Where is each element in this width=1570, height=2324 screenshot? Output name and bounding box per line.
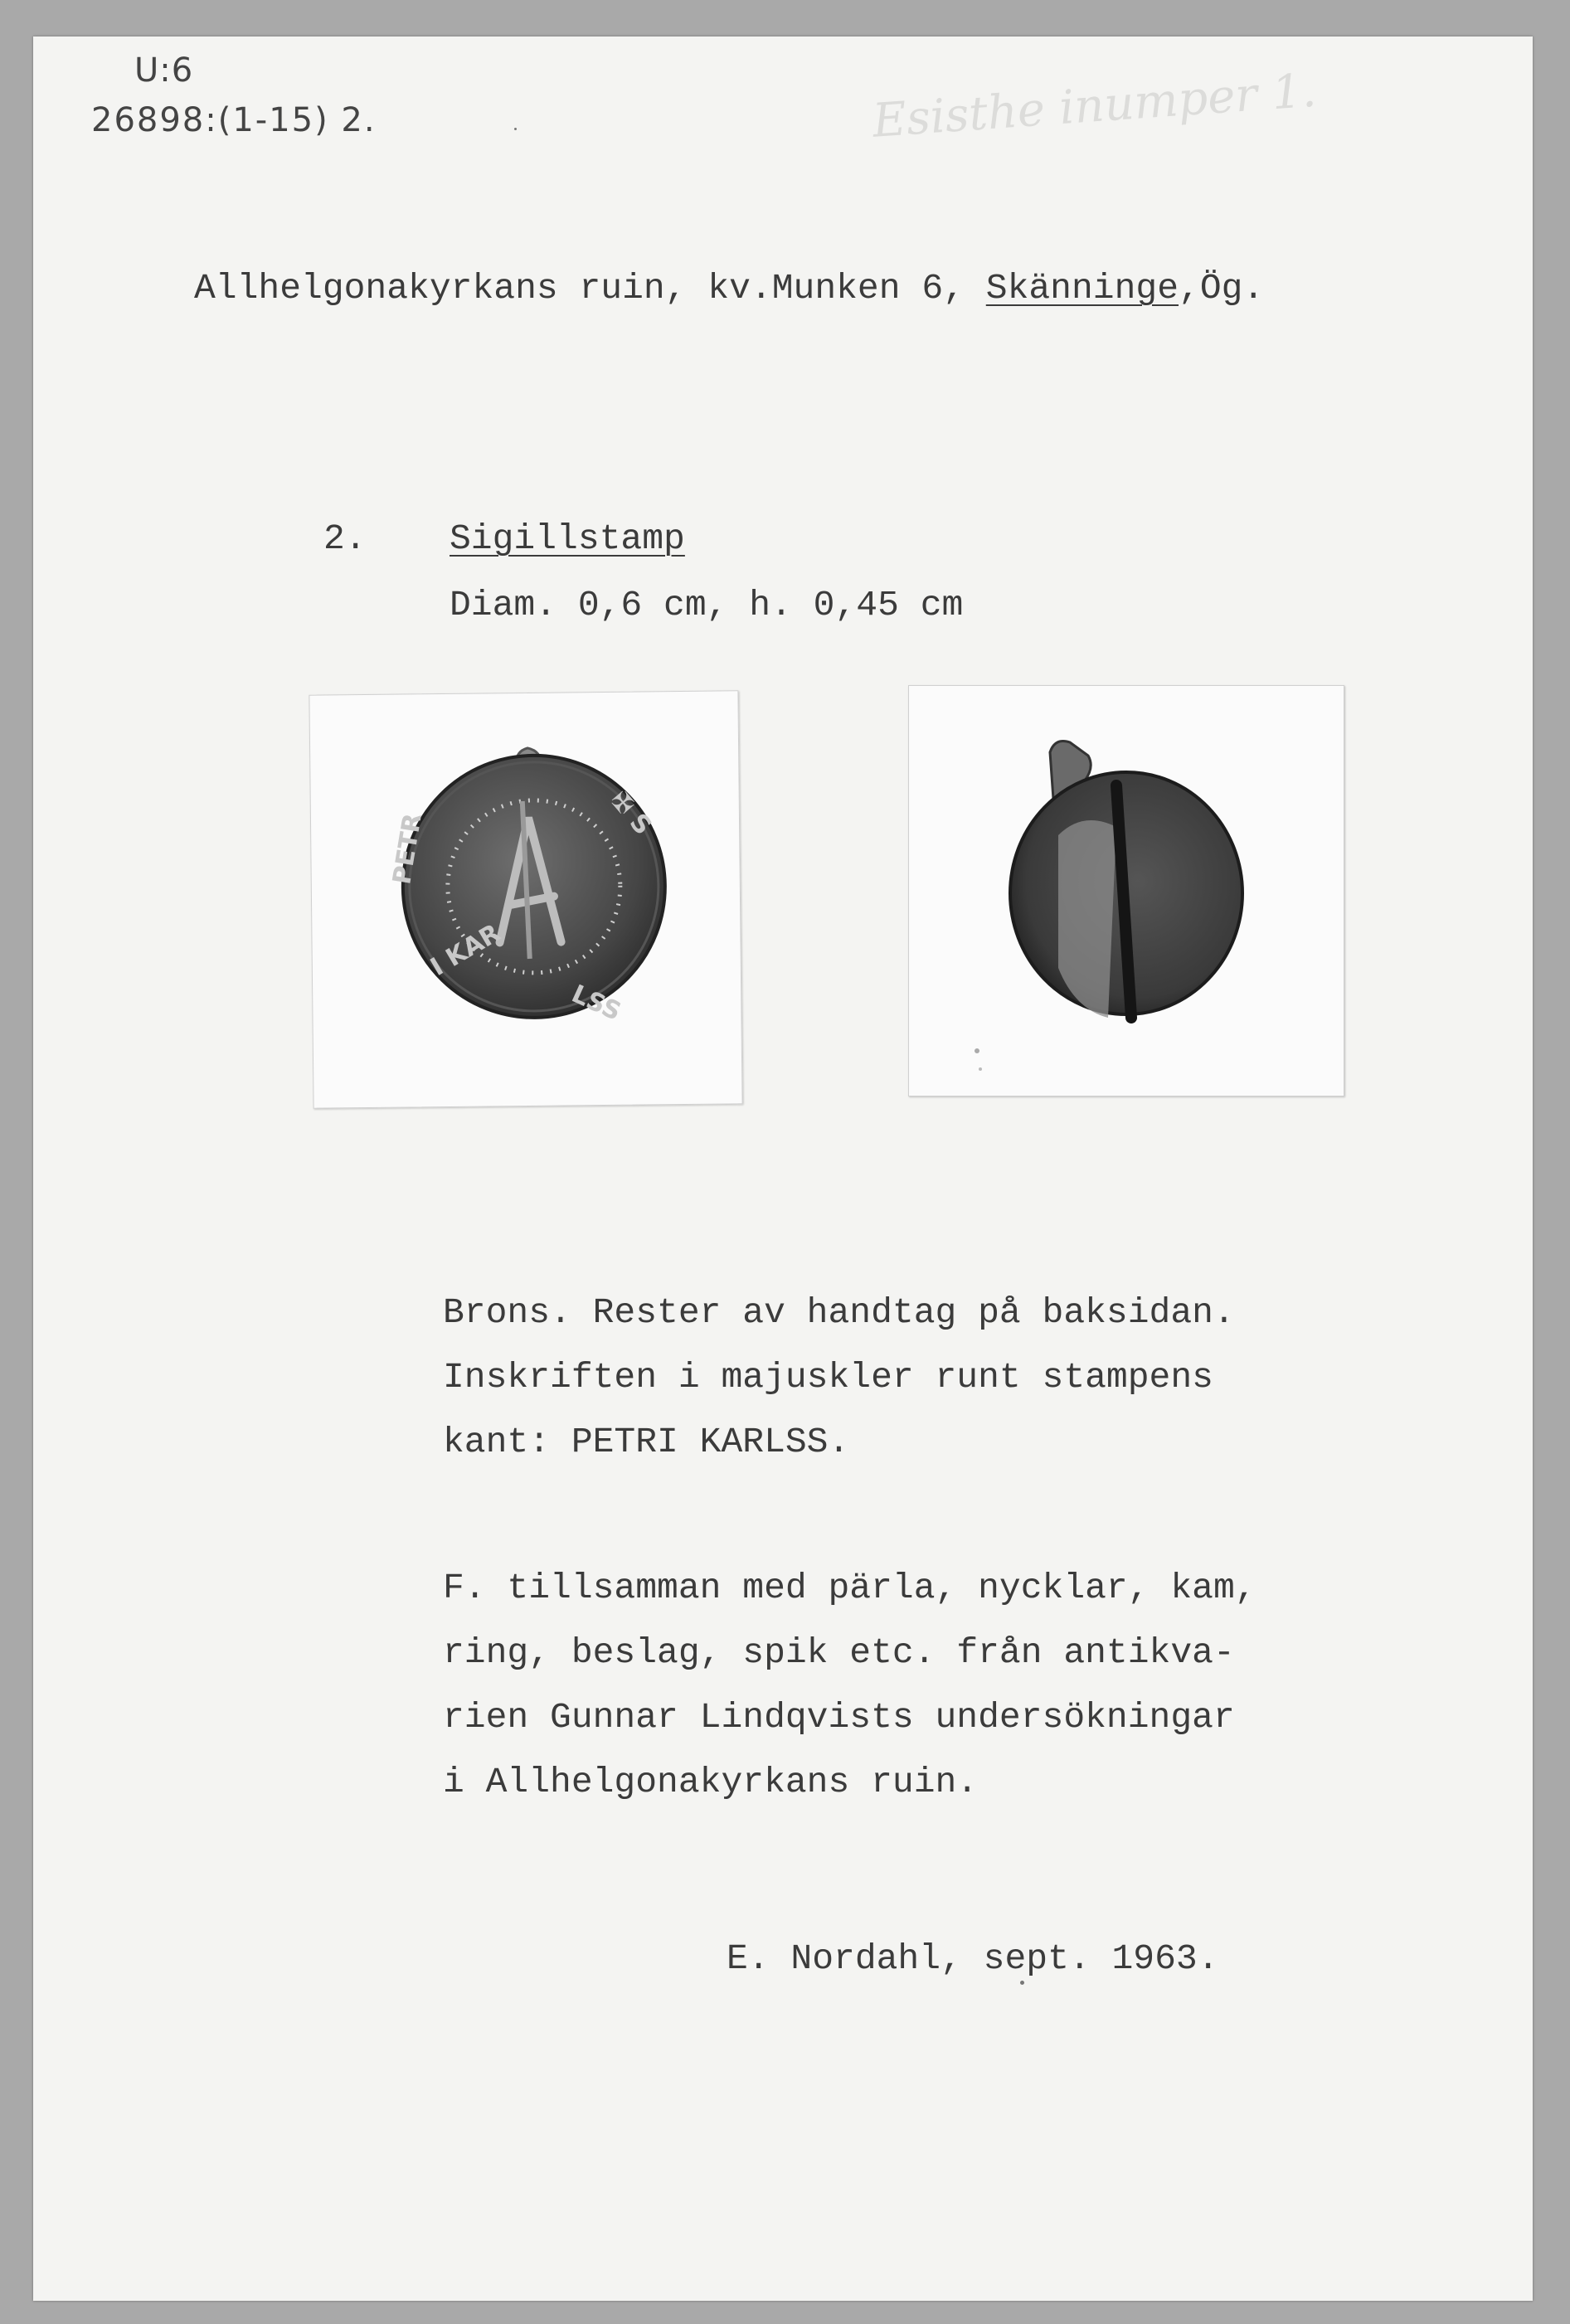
object-title: Sigillstamp bbox=[450, 518, 685, 559]
svg-text:I KAR: I KAR bbox=[425, 918, 506, 983]
description-paragraph bbox=[443, 1281, 1235, 1475]
find-context-line: rien Gunnar Lindqvists undersökningar bbox=[443, 1697, 1235, 1738]
find-context-line: F. tillsamman med pärla, nycklar, kam, bbox=[443, 1568, 1256, 1608]
seal-face-image bbox=[309, 691, 741, 1107]
seal-face-photo bbox=[309, 690, 742, 1108]
sub-reference-note: U:6 bbox=[134, 51, 194, 90]
svg-text:✠ S: ✠ S bbox=[604, 785, 658, 841]
site-location bbox=[194, 268, 1265, 309]
description-line: Inskriften i majuskler runt stampens bbox=[443, 1357, 1213, 1398]
object-number: 2. bbox=[323, 518, 367, 559]
svg-text:PETR: PETR bbox=[387, 811, 428, 887]
site-town: Skänninge bbox=[985, 268, 1179, 309]
description-line: Brons. Rester av handtag på baksidan. bbox=[443, 1292, 1235, 1333]
object-dimensions: Diam. 0,6 cm, h. 0,45 cm bbox=[450, 585, 964, 625]
speck bbox=[1020, 1981, 1024, 1985]
inventory-number: 26898:(1-15) 2. bbox=[91, 101, 377, 139]
find-context-paragraph bbox=[443, 1556, 1256, 1815]
site-suffix: ,Ög. bbox=[1179, 268, 1265, 309]
seal-back-photo bbox=[908, 685, 1344, 1096]
find-context-line: ring, beslag, spik etc. från antikva- bbox=[443, 1632, 1235, 1673]
signature-line: E. Nordahl, sept. 1963. bbox=[727, 1938, 1219, 1979]
seal-back-image bbox=[909, 686, 1344, 1096]
svg-text:LSS: LSS bbox=[566, 979, 625, 1027]
description-line: kant: PETRI KARLSS. bbox=[443, 1422, 850, 1462]
find-context-line: i Allhelgonakyrkans ruin. bbox=[443, 1762, 979, 1802]
faint-pencil-note: Esisthe inumper 1. bbox=[871, 63, 1319, 148]
speck bbox=[514, 128, 517, 130]
catalog-card bbox=[33, 36, 1533, 2301]
site-prefix: Allhelgonakyrkans ruin, kv.Munken 6, bbox=[194, 268, 986, 309]
